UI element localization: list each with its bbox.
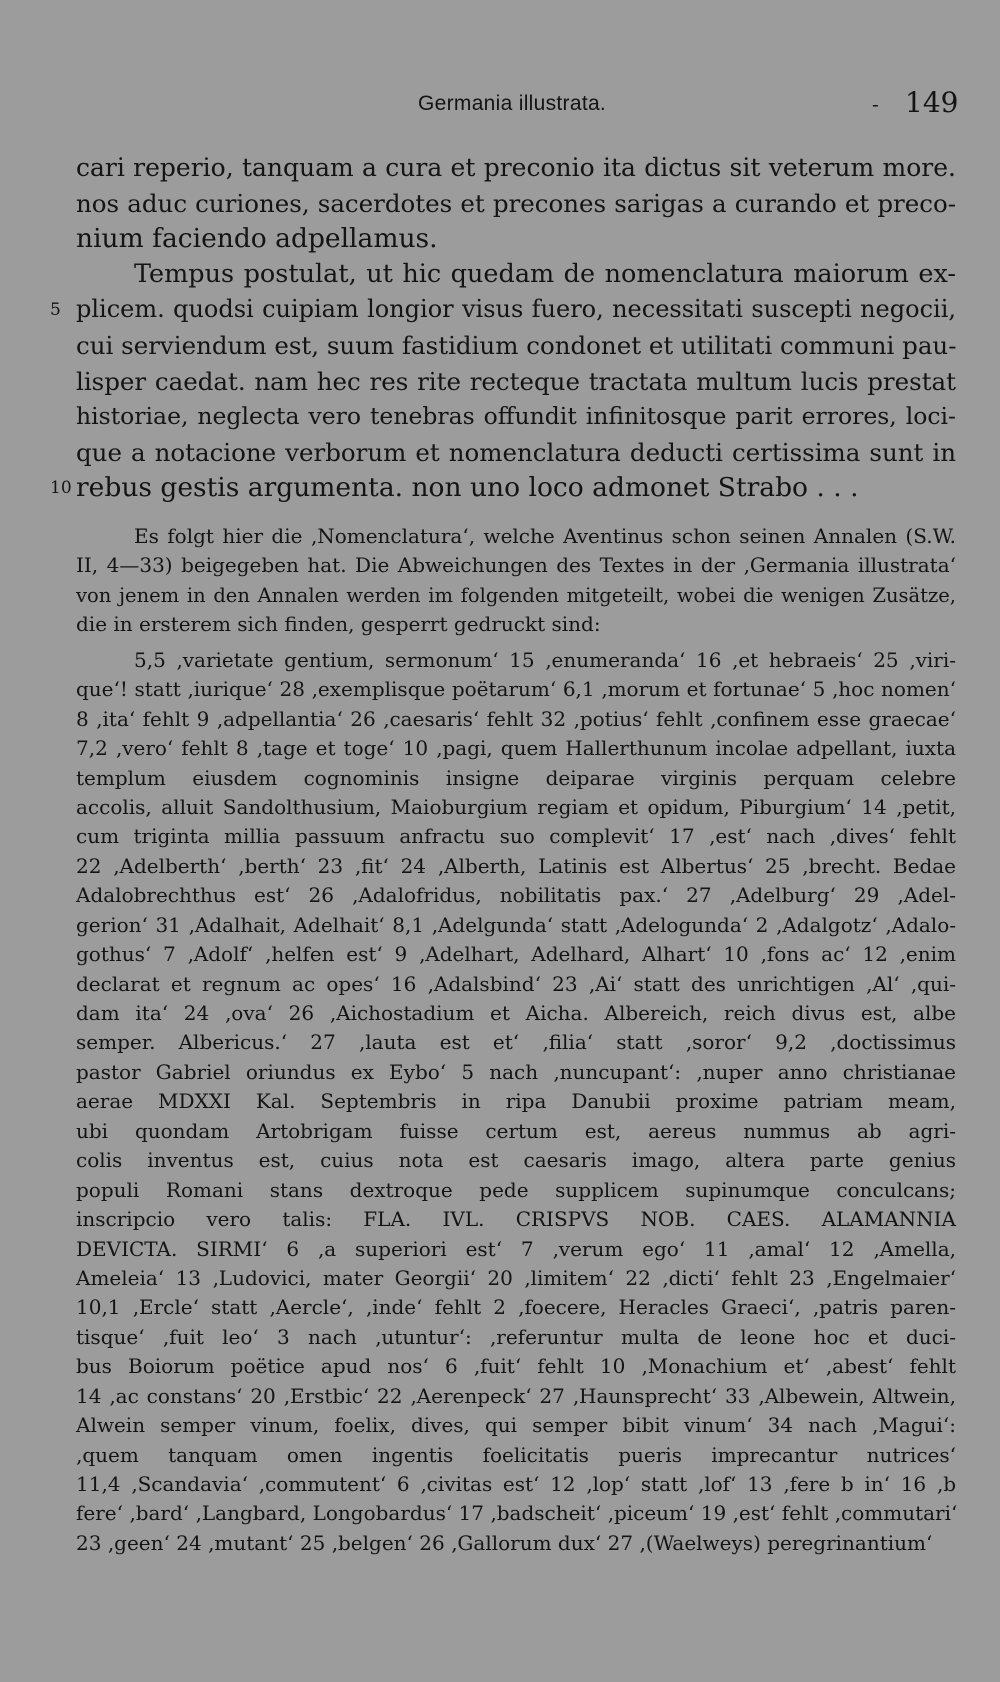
main-text-line [76, 150, 956, 186]
note-variant-line [76, 822, 956, 851]
main-text-line [76, 435, 956, 471]
note-variant-line [76, 1087, 956, 1116]
note-intro-line [76, 610, 956, 639]
note-variant-text: Adalobrechthus est‘ 26 ‚Adalofridus, nobilitatis pax.‘ 27 ‚Adelburg‘ 29 ‚Adel- [76, 883, 956, 908]
main-text-line [50, 292, 956, 328]
note-variant-line [76, 999, 956, 1028]
note-variant-text: gothus‘ 7 ‚Adolf‘ ‚helfen est‘ 9 ‚Adelhart, Adelhard, Alhart‘ 10 ‚fons ac‘ 12 ‚enim [76, 942, 956, 967]
note-variant-line [76, 1293, 956, 1322]
note-variant-line [76, 1117, 956, 1146]
main-text-line [76, 399, 956, 435]
note-variant-text: declarat et regnum ac opes‘ 16 ‚Adalsbind‘ 23 ‚Ai‘ statt des unrichtigen ‚Al‘ ‚qui- [76, 971, 956, 996]
note-variant-text: fere‘ ‚bard‘ ‚Langbard, Longobardus‘ 17 ‚badscheit‘ ‚piceum‘ 19 ‚est‘ fehlt ‚commutari‘ [76, 1501, 958, 1526]
note-variant-text: colis inventus est, cuius nota est caesaris imago, altera parte genius [76, 1148, 956, 1173]
note-variant-text: semper. Albericus.‘ 27 ‚lauta est et‘ ‚filia‘ statt ‚soror‘ 9,2 ‚doctissimus [76, 1030, 956, 1055]
note-variant-text: inscripcio vero talis: FLA. IVL. CRISPVS NOB. CAES. ALAMANNIA [76, 1207, 956, 1232]
latin-main-text [50, 150, 957, 506]
note-variant-text: 14 ‚ac constans‘ 20 ‚Erstbic‘ 22 ‚Aerenpeck‘ 27 ‚Haunsprecht‘ 33 ‚Albewein, Altwein, [76, 1383, 956, 1408]
note-variant-line [76, 1058, 956, 1087]
line-number: 10 [50, 478, 72, 499]
main-text-line-content: Tempus postulat, ut hic quedam de nomenclatura maiorum ex- [134, 258, 956, 289]
note-intro-text: die in ersterem sich finden, gesperrt gedruckt sind: [76, 612, 601, 637]
note-variant-line [76, 1176, 956, 1205]
main-text-line [76, 186, 956, 222]
main-text-line [50, 470, 956, 506]
apparatus-notes [76, 522, 956, 1558]
note-variant-line [76, 793, 956, 822]
note-variant-text: templum eiusdem cognominis insigne deiparae virginis perquam celebre [76, 765, 956, 790]
note-variant-text: ‚quem tanquam omen ingentis foelicitatis pueris imprecantur nutrices‘ [76, 1442, 956, 1467]
main-text-line-content: plicem. quodsi cuipiam longior visus fuero, necessitati suscepti negocii, [76, 295, 956, 324]
note-variant-text: Alwein semper vinum, foelix, dives, qui semper bibit vinum‘ 34 nach ‚Magui‘: [76, 1413, 956, 1438]
note-variant-text: populi Romani stans dextroque pede supplicem supinumque conculcans; [76, 1177, 956, 1202]
note-variant-line [76, 1323, 956, 1352]
note-intro-text: II, 4—33) beigegeben hat. Die Abweichungen des Textes in der ‚Germania illustrata‘ [76, 553, 956, 578]
header-dash: - [872, 92, 879, 116]
note-intro-text: von jenem in den Annalen werden im folgenden mitgeteilt, wobei die wenigen Zusätze, [76, 583, 956, 607]
note-variant-line [76, 970, 956, 999]
main-text-line-content: historiae, neglecta vero tenebras offundit infinitosque parit errores, loci- [76, 402, 956, 431]
note-variant-line [76, 705, 956, 734]
note-variant-line [76, 1441, 956, 1470]
main-text-line-content: nium faciendo adpellamus. [76, 223, 438, 255]
note-variant-text: 10,1 ‚Ercle‘ statt ‚Aercle‘, ‚inde‘ fehlt 2 ‚foecere, Heracles Graeci‘, ‚patris paren- [76, 1295, 956, 1320]
note-variant-text: Ameleia‘ 13 ‚Ludovici, mater Georgii‘ 20 ‚limitem‘ 22 ‚dicti‘ fehlt 23 ‚Engelmaier‘ [76, 1265, 956, 1290]
note-intro-text: Es folgt hier die ‚Nomenclatura‘, welche Aventinus schon seinen Annalen (S.W. [134, 524, 956, 548]
note-variant-line [76, 1382, 956, 1411]
note-variant-line [76, 852, 956, 881]
note-variant-line [76, 646, 956, 675]
note-variant-text: 5,5 ‚varietate gentium, sermonum‘ 15 ‚enumeranda‘ 16 ‚et hebraeis‘ 25 ‚viri- [134, 647, 956, 672]
note-variant-text: 22 ‚Adelberth‘ ‚berth‘ 23 ‚fit‘ 24 ‚Alberth, Latinis est Albertus‘ 25 ‚brecht. Bedae [76, 853, 956, 878]
note-variant-text: ubi quondam Artobrigam fuisse certum est, aereus nummus ab agri- [76, 1118, 956, 1143]
note-variant-line [76, 734, 956, 763]
main-text-line-content: nos aduc curiones, sacerdotes et precones sarigas a curando et preco- [76, 188, 956, 218]
note-variant-line [76, 940, 956, 969]
note-variant-text: tisque‘ ‚fuit leo‘ 3 nach ‚utuntur‘: ‚referuntur multa de leone hoc et duci- [76, 1324, 956, 1349]
note-variant-text: que‘! statt ‚iurique‘ 28 ‚exemplisque poëtarum‘ 6,1 ‚morum et fortunae‘ 5 ‚hoc nomen‘ [76, 677, 956, 702]
note-variant-line [76, 1529, 956, 1558]
note-variant-line [76, 1235, 956, 1264]
main-text-line-content: lisper caedat. nam hec res rite recteque tractata multum lucis prestat [76, 366, 956, 396]
note-variant-text: dam ita‘ 24 ‚ova‘ 26 ‚Aichostadium et Aicha. Albereich, reich divus est, albe [76, 1001, 956, 1025]
main-text-line-content: cui serviendum est, suum fastidium condonet et utilitati communi pau- [76, 330, 957, 360]
note-variant-line [76, 1470, 956, 1499]
note-variant-line [76, 1411, 956, 1440]
note-variant-line [76, 1146, 956, 1175]
note-variant-line [76, 1499, 956, 1528]
note-variant-text: aerae MDXXI Kal. Septembris in ripa Danubii proxime patriam meam, [76, 1089, 956, 1114]
note-intro-line [76, 551, 956, 580]
note-variant-text: 23 ‚geen‘ 24 ‚mutant‘ 25 ‚belgen‘ 26 ‚Gallorum dux‘ 27 ‚(Waelweys) peregrinantium‘ [76, 1530, 933, 1555]
main-text-line [76, 257, 956, 293]
running-title: Germania illustrata. [418, 92, 607, 115]
note-variant-line [76, 1028, 956, 1057]
note-variant-text: 11,4 ‚Scandavia‘ ‚commutent‘ 6 ‚civitas est‘ 12 ‚lop‘ statt ‚lof‘ 13 ‚fere b in‘ 16 ‚b [76, 1472, 956, 1496]
note-variant-line [76, 1264, 956, 1293]
note-variant-line [76, 675, 956, 704]
note-variant-line [76, 881, 956, 910]
note-variant-line [76, 1352, 956, 1381]
line-number: 5 [50, 300, 61, 321]
note-variant-text: DEVICTA. SIRMI‘ 6 ‚a superiori est‘ 7 ‚verum ego‘ 11 ‚amal‘ 12 ‚Amella, [76, 1236, 956, 1261]
running-head [0, 88, 1000, 128]
main-text-line [76, 364, 956, 400]
page-number: 149 [905, 86, 959, 119]
note-variant-text: bus Boiorum poëtice apud nos‘ 6 ‚fuit‘ fehlt 10 ‚Monachium et‘ ‚abest‘ fehlt [76, 1354, 956, 1379]
note-variant-text: pastor Gabriel oriundus ex Eybo‘ 5 nach ‚nuncupant‘: ‚nuper anno christianae [76, 1059, 956, 1084]
note-intro-line [76, 522, 956, 551]
main-text-line-content: rebus gestis argumenta. non uno loco admonet Strabo . . . [76, 472, 859, 504]
note-variant-text: 7,2 ‚vero‘ fehlt 8 ‚tage et toge‘ 10 ‚pagi, quem Hallerthunum incolae adpellant, iuxta [76, 736, 956, 761]
main-text-line [76, 328, 956, 364]
note-variant-text: gerion‘ 31 ‚Adalhait, Adelhait‘ 8,1 ‚Adelgunda‘ statt ‚Adelogunda‘ 2 ‚Adalgotz‘ ‚Adalo- [76, 912, 956, 937]
main-text-line [76, 221, 956, 257]
note-variant-line [76, 764, 956, 793]
note-variant-text: 8 ‚ita‘ fehlt 9 ‚adpellantia‘ 26 ‚caesaris‘ fehlt 32 ‚potius‘ fehlt ‚confinem esse graecae‘ [76, 706, 956, 731]
note-variant-text: cum triginta millia passuum anfractu suo complevit‘ 17 ‚est‘ nach ‚dives‘ fehlt [76, 824, 956, 849]
main-text-line-content: cari reperio, tanquam a cura et preconio ita dictus sit veterum more. [76, 153, 956, 182]
note-variant-text: accolis, alluit Sandolthusium, Maioburgium regiam et opidum, Piburgium‘ 14 ‚petit, [76, 794, 956, 819]
note-variant-line [76, 911, 956, 940]
main-text-line-content: que a notacione verborum et nomenclatura deducti certissima sunt in [76, 437, 956, 467]
note-variant-line [76, 1205, 956, 1234]
note-intro-line [76, 581, 956, 610]
